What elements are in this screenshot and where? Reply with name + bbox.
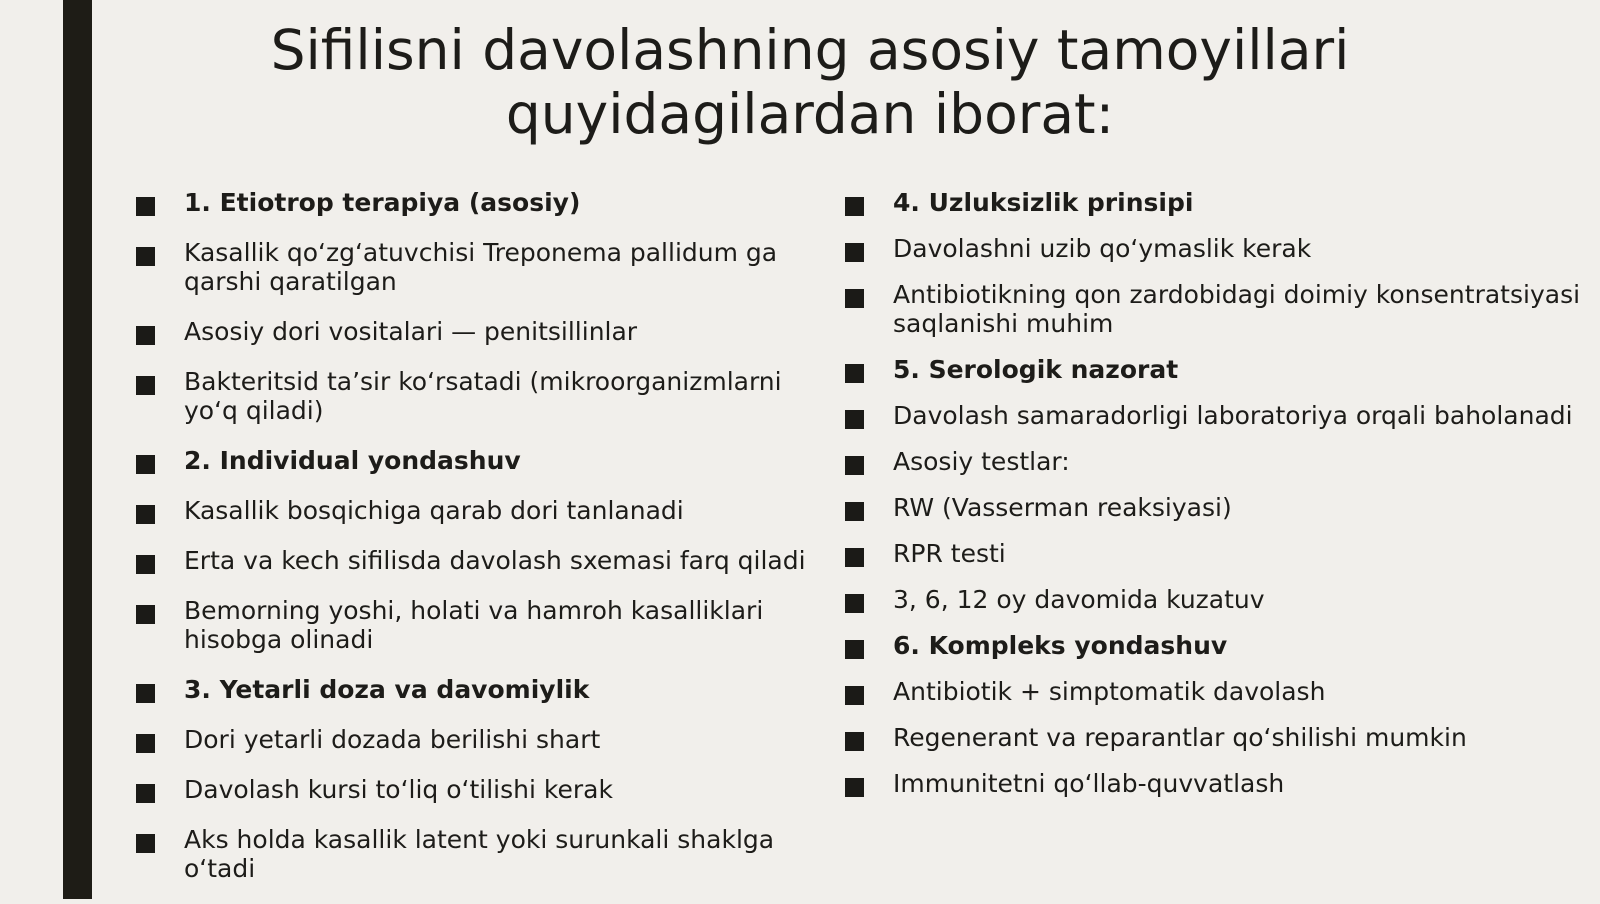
square-bullet-icon [136, 505, 155, 524]
list-item-text: RPR testi [893, 539, 1006, 568]
list-item [136, 725, 816, 754]
list-item [845, 234, 1585, 263]
list-item [845, 447, 1585, 476]
list-item [136, 825, 816, 883]
list-item-text: Kasallik qo‘zg‘atuvchisi Treponema pallidum ga qarshi qaratilgan [184, 238, 778, 296]
list-item [136, 446, 816, 475]
list-item [845, 539, 1585, 568]
list-item [136, 188, 816, 217]
list-item-text: Antibiotikning qon zardobidagi doimiy konsentratsiyasi saqlanishi muhim [893, 280, 1581, 338]
square-bullet-icon [845, 456, 864, 475]
list-item [136, 546, 816, 575]
list-item [845, 723, 1585, 752]
square-bullet-icon [136, 734, 155, 753]
square-bullet-icon [136, 834, 155, 853]
list-item [845, 493, 1585, 522]
square-bullet-icon [136, 684, 155, 703]
list-item-text: Kasallik bosqichiga qarab dori tanlanadi [184, 496, 684, 525]
list-item-text: 1. Etiotrop terapiya (asosiy) [184, 188, 581, 217]
list-item-text: Regenerant va reparantlar qo‘shilishi mumkin [893, 723, 1467, 752]
list-item [136, 367, 816, 425]
square-bullet-icon [136, 197, 155, 216]
list-item-text: 3, 6, 12 oy davomida kuzatuv [893, 585, 1265, 614]
list-item [845, 355, 1585, 384]
square-bullet-icon [136, 555, 155, 574]
square-bullet-icon [845, 197, 864, 216]
slide-title [150, 18, 1470, 146]
list-item [136, 317, 816, 346]
list-item-text: Immunitetni qo‘llab-quvvatlash [893, 769, 1285, 798]
square-bullet-icon [845, 243, 864, 262]
list-item-text: 4. Uzluksizlik prinsipi [893, 188, 1194, 217]
list-item [136, 775, 816, 804]
square-bullet-icon [136, 784, 155, 803]
list-item-text: Davolash samaradorligi laboratoriya orqali baholanadi [893, 401, 1573, 430]
slide-title-line-1: Sifilisni davolashning asosiy tamoyillari [270, 18, 1350, 82]
list-item-text: 3. Yetarli doza va davomiylik [184, 675, 590, 704]
square-bullet-icon [845, 548, 864, 567]
square-bullet-icon [845, 640, 864, 659]
list-item-text: 5. Serologik nazorat [893, 355, 1179, 384]
list-item-text: RW (Vasserman reaksiyasi) [893, 493, 1232, 522]
square-bullet-icon [845, 778, 864, 797]
list-item [845, 401, 1585, 430]
list-item [136, 496, 816, 525]
square-bullet-icon [136, 455, 155, 474]
list-item-text: Aks holda kasallik latent yoki surunkali shaklga o‘tadi [184, 825, 775, 883]
list-item-text: Asosiy dori vositalari — penitsillinlar [184, 317, 638, 346]
right-bullet-list [845, 188, 1585, 815]
list-item [136, 238, 816, 296]
list-item-text: 2. Individual yondashuv [184, 446, 521, 475]
list-item-text: 6. Kompleks yondashuv [893, 631, 1228, 660]
square-bullet-icon [845, 410, 864, 429]
list-item [845, 677, 1585, 706]
square-bullet-icon [845, 732, 864, 751]
list-item-text: Dori yetarli dozada berilishi shart [184, 725, 601, 754]
list-item [845, 585, 1585, 614]
list-item-text: Bemorning yoshi, holati va hamroh kasalliklari hisobga olinadi [184, 596, 764, 654]
square-bullet-icon [845, 502, 864, 521]
list-item-text: Davolashni uzib qo‘ymaslik kerak [893, 234, 1312, 263]
list-item-text: Bakteritsid ta’sir ko‘rsatadi (mikroorganizmlarni yo‘q qiladi) [184, 367, 782, 425]
left-bullet-list [136, 188, 816, 904]
list-item-text: Antibiotik + simptomatik davolash [893, 677, 1326, 706]
list-item [845, 631, 1585, 660]
square-bullet-icon [136, 247, 155, 266]
left-accent-bar [63, 0, 92, 899]
list-item [845, 280, 1585, 338]
square-bullet-icon [136, 605, 155, 624]
square-bullet-icon [136, 326, 155, 345]
square-bullet-icon [845, 289, 864, 308]
square-bullet-icon [845, 686, 864, 705]
list-item-text: Erta va kech sifilisda davolash sxemasi farq qiladi [184, 546, 806, 575]
square-bullet-icon [136, 376, 155, 395]
list-item-text: Asosiy testlar: [893, 447, 1070, 476]
list-item [136, 675, 816, 704]
list-item [845, 769, 1585, 798]
list-item [845, 188, 1585, 217]
square-bullet-icon [845, 364, 864, 383]
slide-title-line-2: quyidagilardan iborat: [505, 82, 1115, 146]
list-item-text: Davolash kursi to‘liq o‘tilishi kerak [184, 775, 613, 804]
square-bullet-icon [845, 594, 864, 613]
list-item [136, 596, 816, 654]
